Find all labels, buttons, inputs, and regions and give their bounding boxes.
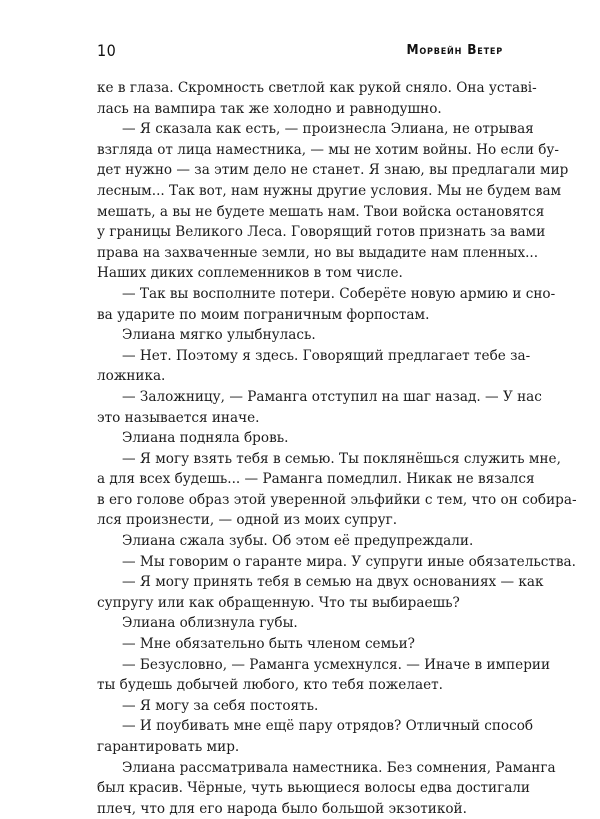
- text-line: это называется иначе.: [97, 409, 260, 426]
- text-line: — Я могу за себя постоять.: [122, 697, 319, 714]
- text-line: плеч, что для его народа было большой экзотикой.: [97, 800, 467, 817]
- text-line: — Мне обязательно быть членом семьи?: [122, 636, 415, 653]
- text-line: у границы Великого Леса. Говорящий готов признать за вами: [97, 224, 546, 241]
- page-header: [97, 40, 503, 60]
- text-line: Элиана сжала зубы. Об этом её предупреждали.: [122, 533, 474, 550]
- text-line: Элиана мягко улыбнулась.: [122, 327, 316, 344]
- page-number: 10: [97, 40, 117, 60]
- text-line: — И поубивать мне ещё пару отрядов? Отличный способ: [122, 718, 534, 735]
- text-line: Элиана облизнула губы.: [122, 615, 298, 632]
- text-line: — Я сказала как есть, — произнесла Элиана, не отрывая: [122, 121, 534, 138]
- text-line: был красив. Чёрные, чуть вьющиеся волосы едва достигали: [97, 780, 530, 797]
- text-line: — Заложницу, — Раманга отступил на шаг назад. — У нас: [122, 388, 542, 405]
- text-line: ложника.: [97, 368, 166, 385]
- running-head-author: Морвейн Ветер: [406, 42, 503, 58]
- text-line: ке в глаза. Скромность светлой как рукой сняло. Она уставі-: [97, 80, 537, 96]
- text-line: — Так вы восполните потери. Соберёте новую армию и сно-: [122, 285, 556, 302]
- text-line: ты будешь добычей любого, кто тебя пожелает.: [97, 677, 443, 694]
- text-line: гарантировать мир.: [97, 739, 240, 755]
- text-line: мешать, а вы не будете мешать нам. Твои войска остановятся: [97, 203, 545, 220]
- body-text: [97, 78, 577, 819]
- text-line: — Безусловно, — Раманга усмехнулся. — Иначе в империи: [122, 656, 551, 673]
- text-line: — Мы говорим о гаранте мира. У супруги иные обязательства.: [122, 553, 576, 570]
- text-line: права на захваченные земли, но вы выдадите нам пленных...: [97, 244, 539, 261]
- text-line: — Я могу принять тебя в семью на двух основаниях — как: [122, 574, 544, 591]
- text-line: ва ударите по моим пограничным форпостам.: [97, 306, 430, 323]
- text-line: — Я могу взять тебя в семью. Ты поклянёшься служить мне,: [122, 450, 561, 467]
- text-line: в его голове образ этой уверенной эльфийки с тем, что он собира-: [97, 491, 577, 508]
- text-line: Элиана подняла бровь.: [122, 430, 289, 447]
- text-line: супругу или как обращенную. Что ты выбираешь?: [97, 594, 460, 611]
- text-line: Наших диких соплеменников в том числе.: [97, 265, 403, 282]
- text-line: лся произнести, — одной из моих супруг.: [97, 512, 398, 529]
- text-line: лесным... Так вот, нам нужны другие условия. Мы не будем вам: [97, 182, 562, 199]
- text-line: взгляда от лица наместника, — мы не хотим войны. Но если бу-: [97, 141, 559, 158]
- text-line: Элиана рассматривала наместника. Без сомнения, Раманга: [122, 759, 556, 776]
- text-line: — Нет. Поэтому я здесь. Говорящий предлагает тебе за-: [122, 347, 531, 364]
- text-line: а для всех будешь... — Раманга помедлил. Никак не вязался: [97, 471, 535, 488]
- text-line: дет нужно — за этим дело не станет. Я знаю, вы предлагали мир: [97, 162, 569, 179]
- text-line: лась на вампира так же холодно и равнодушно.: [97, 100, 442, 117]
